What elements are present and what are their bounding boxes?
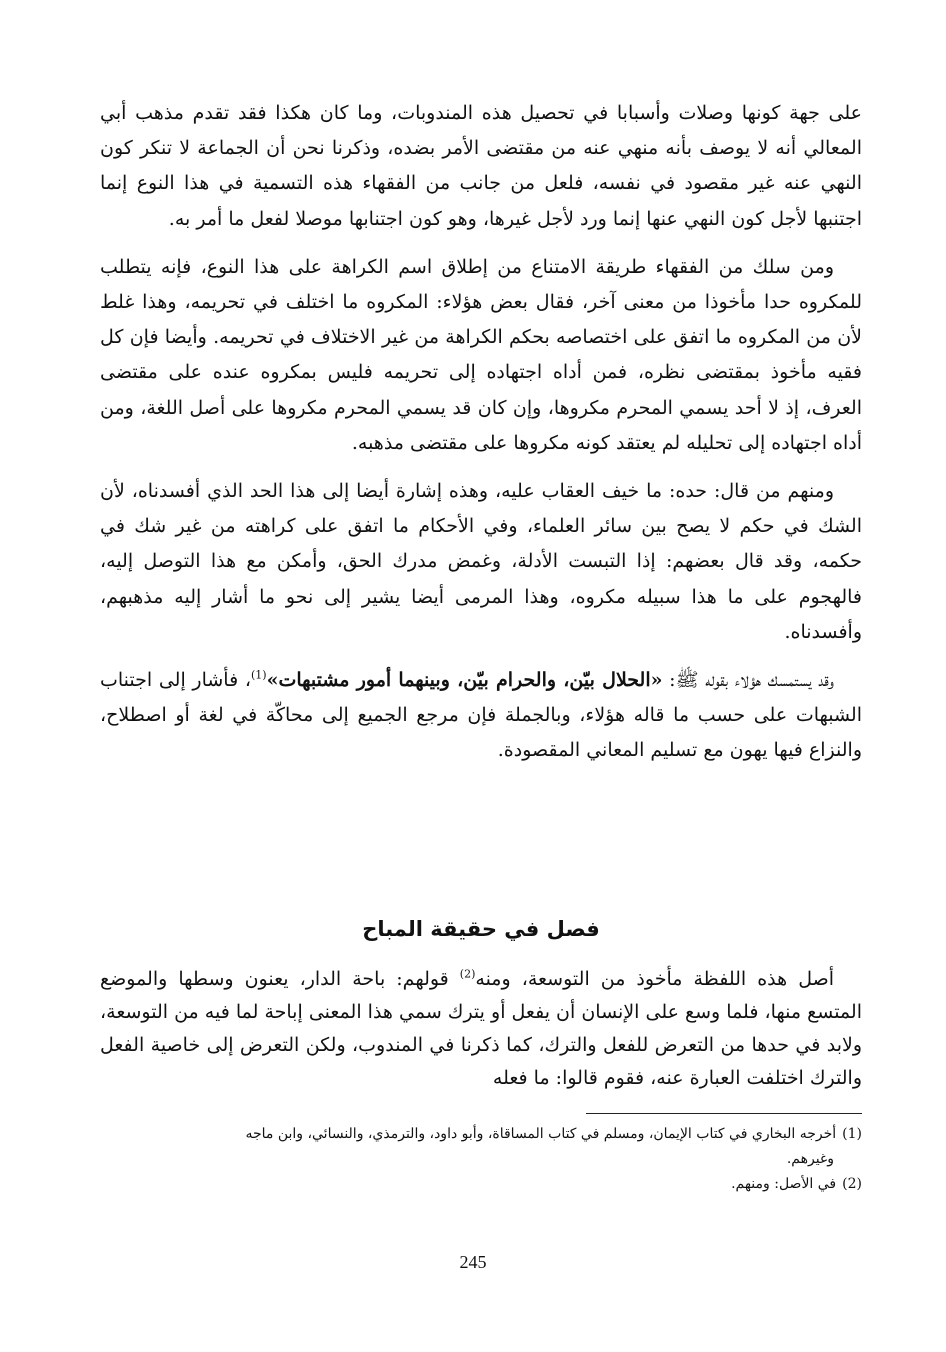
footnote-ref-1[interactable]: (1) — [250, 668, 267, 682]
footnote-1-continuation: وغيرهم. — [786, 1151, 834, 1167]
paragraph-4-rest: ، فأشار إلى اجتناب الشبهات على حسب ما قاله هؤلاء، وبالجملة فإن مرجع الجميع إلى محاكّة في لغة أو اصطلاح، والنزاع فيها يهون مع تسليم المعاني المقصودة. — [100, 669, 862, 762]
footnote-2-text: في الأصل: ومنهم. — [731, 1176, 837, 1192]
footnote-divider — [586, 1113, 862, 1114]
page-number: 245 — [459, 1252, 487, 1272]
paragraph-4-lead: وقد يستمسك هؤلاء بقوله ﷺ: — [662, 669, 835, 692]
footnote-1 — [100, 1122, 862, 1172]
paragraph-2: ومن سلك من الفقهاء طريقة الامتناع من إطلاق اسم الكراهة على هذا النوع، فإنه يتطلب للمكروه حدا مأخوذا من معنى آخر، فقال بعض هؤلاء: المكروه ما اختلف في تحريمه، وهذا غلط لأن من المكروه ما اتفق على اختصاصه بحكم الكراهة من غير الاختلاف في تحريمه. وأيضا فإن كل فقيه مأخوذ بمقتضى نظره، فمن أداه اجتهاده إلى تحريمه فليس بمكروه عنده على مقتضى العرف، إذ لا أحد يسمي المحرم مكروها، وإن كان قد يسمي المحرم مكروها على أصل اللغة، ومن أداه اجتهاده إلى تحليله لم يعتقد كونه مكروها على مقتضى مذهبه. — [100, 255, 862, 454]
paragraph-3: ومنهم من قال: حده: ما خيف العقاب عليه، وهذه إشارة أيضا إلى هذا الحد الذي أفسدناه، لأن الشك في حكم لا يصح بين سائر العلماء، وفي الأحكام ما اتفق على كراهته من غير شك في حكمه، وقد قال بعضهم: إذا التبست الأدلة، وغمض مدرك الحق، وأمكن مع هذا التوصل إليه، فالهجوم على ما هذا سبيله مكروه، وهذا المرمى أيضا يشير إلى نحو ما أشار إليه مذهبهم، وأفسدناه. — [100, 480, 862, 643]
paragraph-4 — [100, 663, 862, 769]
footnote-1-number: (1) — [842, 1126, 862, 1142]
footnote-ref-2[interactable]: (2) — [459, 967, 476, 981]
hadith-quote: «الحلال بيّن، والحرام بيّن، وبينهما أمور مشتبهات» — [266, 669, 663, 692]
footnote-1-text: أخرجه البخاري في كتاب الإيمان، ومسلم في كتاب المساقاة، وأبو داود، والترمذي، والنسائي، وابن ماجه — [245, 1126, 837, 1142]
main-text-block — [100, 96, 862, 769]
paragraph-1: على جهة كونها وصلات وأسبابا في تحصيل هذه المندوبات، وما كان هكذا فقد تقدم مذهب أبي المعالي أنه لا يوصف بأنه منهي عنه من مقتضى الأمر بضده، وذكرنا نحن أن الجماعة لا تنكر كون النهي عنه غير مقصود في نفسه، فلعل من جانب من الفقهاء هذه التسمية في هذا النوع إنما اجتنبها لأجل كون النهي عنها إنما ورد لأجل غيرها، وهو كون اجتنابها موصلا لفعل ما أمر به. — [100, 102, 862, 230]
footnote-2-number: (2) — [842, 1176, 862, 1192]
paragraph-5-rest: قولهم: باحة الدار، يعنون وسطها والموضع المتسع منها، فلما وسع على الإنسان أن يفعل أو يترك سمي هذا المعنى إباحة لما فيه من التوسعة، ولابد في حدها من التعرض للفعل والترك، كما ذكرنا في المندوب، ولكن التعرض إلى خاصية الفعل والترك اختلفت العبارة عنه، فقوم قالوا: ما فعله — [100, 968, 862, 1089]
paragraph-5-lead: أصل هذه اللفظة مأخوذ من التوسعة، ومنه — [475, 968, 834, 990]
paragraph-5 — [100, 963, 862, 1095]
footnotes — [100, 1122, 862, 1197]
footnote-2 — [100, 1172, 862, 1197]
section-text-block — [100, 963, 862, 1095]
section-heading: فصل في حقيقة المباح — [362, 917, 600, 941]
